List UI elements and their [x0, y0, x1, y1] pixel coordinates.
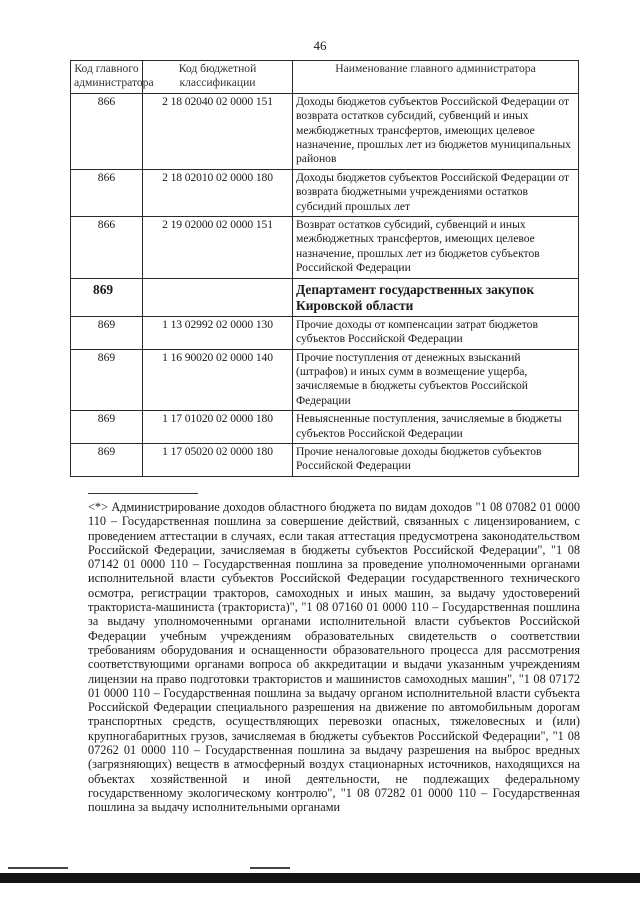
cell-admin-code: 866 — [71, 169, 143, 216]
page-number: 46 — [313, 38, 327, 53]
cell-budget-code: 1 16 90020 02 0000 140 — [143, 349, 293, 411]
scan-border — [0, 873, 640, 883]
cell-admin-name: Прочие поступления от денежных взысканий (штрафов) и иных сумм в возмещение ущерба, зачисляемые в бюджеты субъектов Российской Федерации — [293, 349, 579, 411]
table-row — [71, 411, 579, 444]
cell-admin-code: 869 — [71, 443, 143, 476]
table-row — [71, 169, 579, 216]
cell-admin-name: Прочие неналоговые доходы бюджетов субъектов Российской Федерации — [293, 443, 579, 476]
cell-budget-code: 2 18 02010 02 0000 180 — [143, 169, 293, 216]
header-admin-name: Наименование главного администратора — [293, 61, 579, 94]
cell-admin-code: 869 — [71, 316, 143, 349]
cell-budget-code: 1 17 05020 02 0000 180 — [143, 443, 293, 476]
cell-budget-code: 2 19 02000 02 0000 151 — [143, 217, 293, 279]
cell-budget-code: 2 18 02040 02 0000 151 — [143, 93, 293, 169]
footnote-divider — [88, 493, 198, 494]
table-row — [71, 349, 579, 411]
cell-admin-code: 869 — [71, 411, 143, 444]
cell-admin-code: 869 — [71, 349, 143, 411]
cell-budget-code: 1 17 01020 02 0000 180 — [143, 411, 293, 444]
cell-admin-name: Возврат остатков субсидий, субвенций и иных межбюджетных трансфертов, имеющих целевое назначение, прошлых лет из бюджетов субъектов Российской Федерации — [293, 217, 579, 279]
cell-admin-name: Невыясненные поступления, зачисляемые в бюджеты субъектов Российской Федерации — [293, 411, 579, 444]
scan-artifact — [8, 867, 68, 869]
cell-admin-name: Прочие доходы от компенсации затрат бюджетов субъектов Российской Федерации — [293, 316, 579, 349]
cell-admin-code: 866 — [71, 93, 143, 169]
cell-admin-name: Доходы бюджетов субъектов Российской Федерации от возврата остатков субсидий, субвенций и иных межбюджетных трансфертов, имеющих целевое назначение, прошлых лет из бюджетов муниципальных районов — [293, 93, 579, 169]
table-header-row — [71, 61, 579, 94]
footnote-text: <*> Администрирование доходов областного бюджета по видам доходов "1 08 07082 01 0000 110 – Государственная пошлина за совершение действий, связанных с лицензированием, с проведением аттестации в случаях, если такая аттестация предусмотрена законодательством Российской Федерации, зачисляемая в бюджеты субъектов Российской Федерации", "1 08 07142 01 0000 110 – Государственная пошлина за проведение уполномоченными органами исполнительной власти субъектов Российской Федерации государственного технического осмотра, регистрации тракторов, самоходных и иных машин, за выдачу удостоверений тракториста-машиниста (тракториста)", "1 08 07160 01 0000 110 – Государственная пошлина за выдачу уполномоченными органами исполнительной власти субъектов Российской Федерации учебным учреждениям образовательных свидетельств о соответствии требованиям оборудования и оснащенности образовательного процесса для рассмотрения соответствующими органами вопроса об аккредитации и выдачи указанным учреждениям лицензии на право подготовки трактористов и машинистов самоходных машин", "1 08 07172 01 0000 110 – Государственная пошлина за выдачу органом исполнительной власти субъекта Российской Федерации специального разрешения на движение по автомобильным дорогам транспортных средств, осуществляющих перевозки опасных, тяжеловесных и (или) крупногабаритных грузов, зачисляемая в бюджеты субъектов Российской Федерации", "1 08 07262 01 0000 110 – Государственная пошлина за выдачу разрешения на выброс вредных (загрязняющих) веществ в атмосферный воздух стационарных источников, находящихся на объектах хозяйственной и иной деятельности, не подлежащих федеральному государственному экологическому контролю", "1 08 07282 01 0000 110 – Государственная пошлина за выдачу исполнительными органами — [88, 500, 580, 815]
table-row — [71, 316, 579, 349]
header-admin-code: Код главного администратора — [71, 61, 143, 94]
table-row — [71, 217, 579, 279]
cell-admin-name: Доходы бюджетов субъектов Российской Федерации от возврата бюджетными учреждениями остатков субсидий прошлых лет — [293, 169, 579, 216]
table-row — [71, 443, 579, 476]
cell-admin-name: Департамент государственных закупок Кировской области — [293, 278, 579, 316]
cell-budget-code: 1 13 02992 02 0000 130 — [143, 316, 293, 349]
cell-admin-code: 869 — [71, 278, 143, 316]
cell-budget-code — [143, 278, 293, 316]
cell-admin-code: 866 — [71, 217, 143, 279]
header-budget-code: Код бюджетной классификации — [143, 61, 293, 94]
budget-table — [70, 60, 579, 477]
scan-artifact — [250, 867, 290, 869]
table-row-department — [71, 278, 579, 316]
table-row — [71, 93, 579, 169]
table-body — [71, 93, 579, 476]
